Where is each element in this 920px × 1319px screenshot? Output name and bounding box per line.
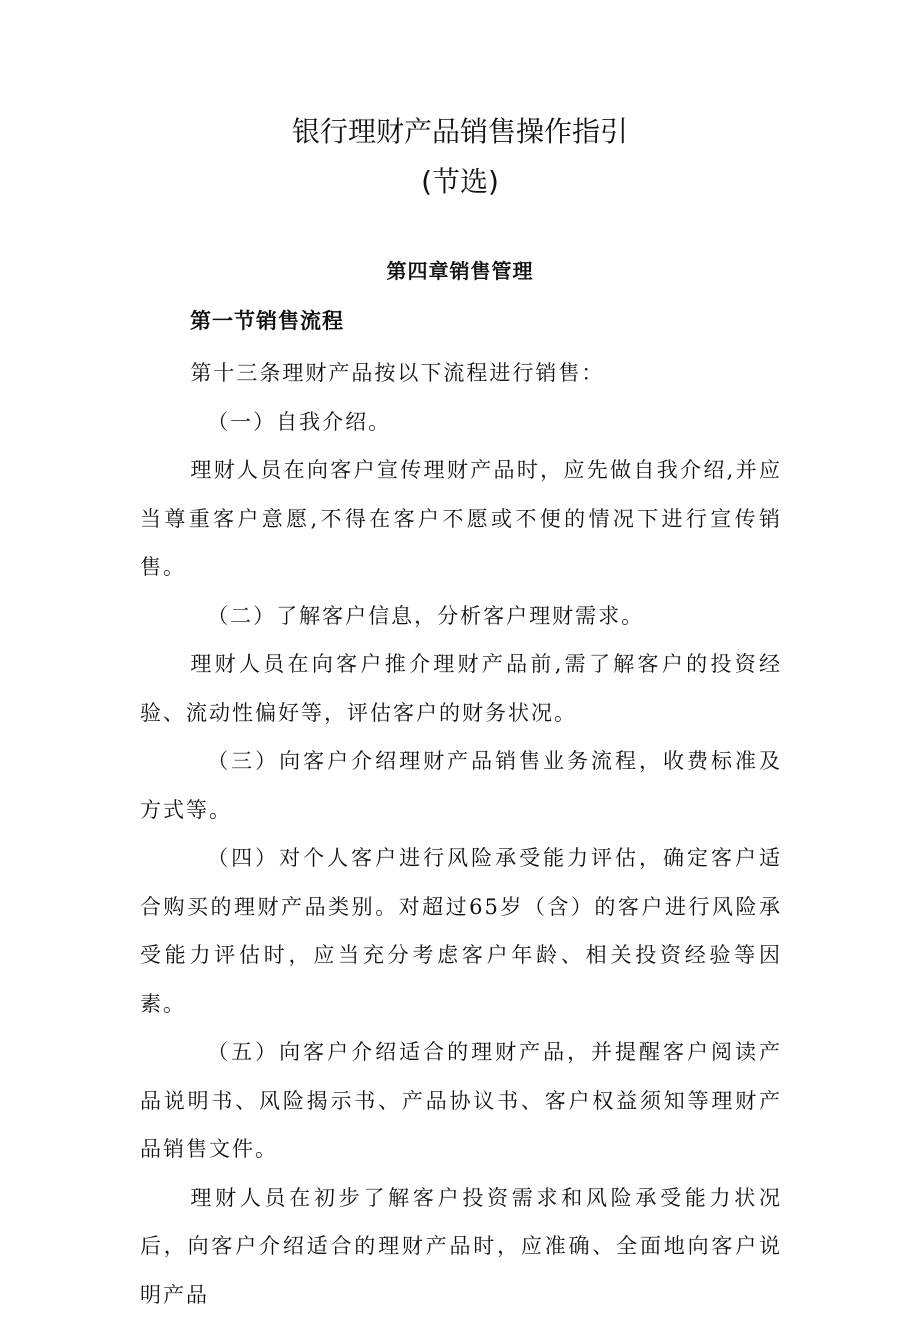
paragraph-step-1-detail: 理财人员在向客户宣传理财产品时，应先做自我介绍,并应当尊重客户意愿,不得在客户不愿或不便的情况下进行宣传销售。 <box>140 446 782 592</box>
paragraph-step-4: （四）对个人客户进行风险承受能力评估，确定客户适合购买的理财产品类别。对超过65岁（含）的客户进行风险承受能力评估时，应当充分考虑客户年龄、相关投资经验等因素。 <box>140 834 782 1028</box>
paragraph-article-13: 第十三条理财产品按以下流程进行销售： <box>140 349 782 398</box>
document-subtitle: (节选) <box>0 164 920 200</box>
document-body <box>140 349 782 1319</box>
paragraph-step-5: （五）向客户介绍适合的理财产品，并提醒客户阅读产品说明书、风险揭示书、产品协议书、客户权益须知等理财产品销售文件。 <box>140 1028 782 1174</box>
chapter-heading: 第四章销售管理 <box>0 256 920 286</box>
document-title: 银行理财产品销售操作指引 <box>0 114 920 150</box>
paragraph-step-2-detail: 理财人员在向客户推介理财产品前,需了解客户的投资经验、流动性偏好等，评估客户的财务状况。 <box>140 640 782 737</box>
section-heading: 第一节销售流程 <box>190 306 344 336</box>
paragraph-step-5-detail: 理财人员在初步了解客户投资需求和风险承受能力状况后，向客户介绍适合的理财产品时，应准确、全面地向客户说明产品 <box>140 1174 782 1319</box>
paragraph-step-1: （一）自我介绍。 <box>140 398 782 447</box>
paragraph-step-3: （三）向客户介绍理财产品销售业务流程，收费标准及方式等。 <box>140 737 782 834</box>
paragraph-step-2: （二）了解客户信息，分析客户理财需求。 <box>140 592 782 641</box>
